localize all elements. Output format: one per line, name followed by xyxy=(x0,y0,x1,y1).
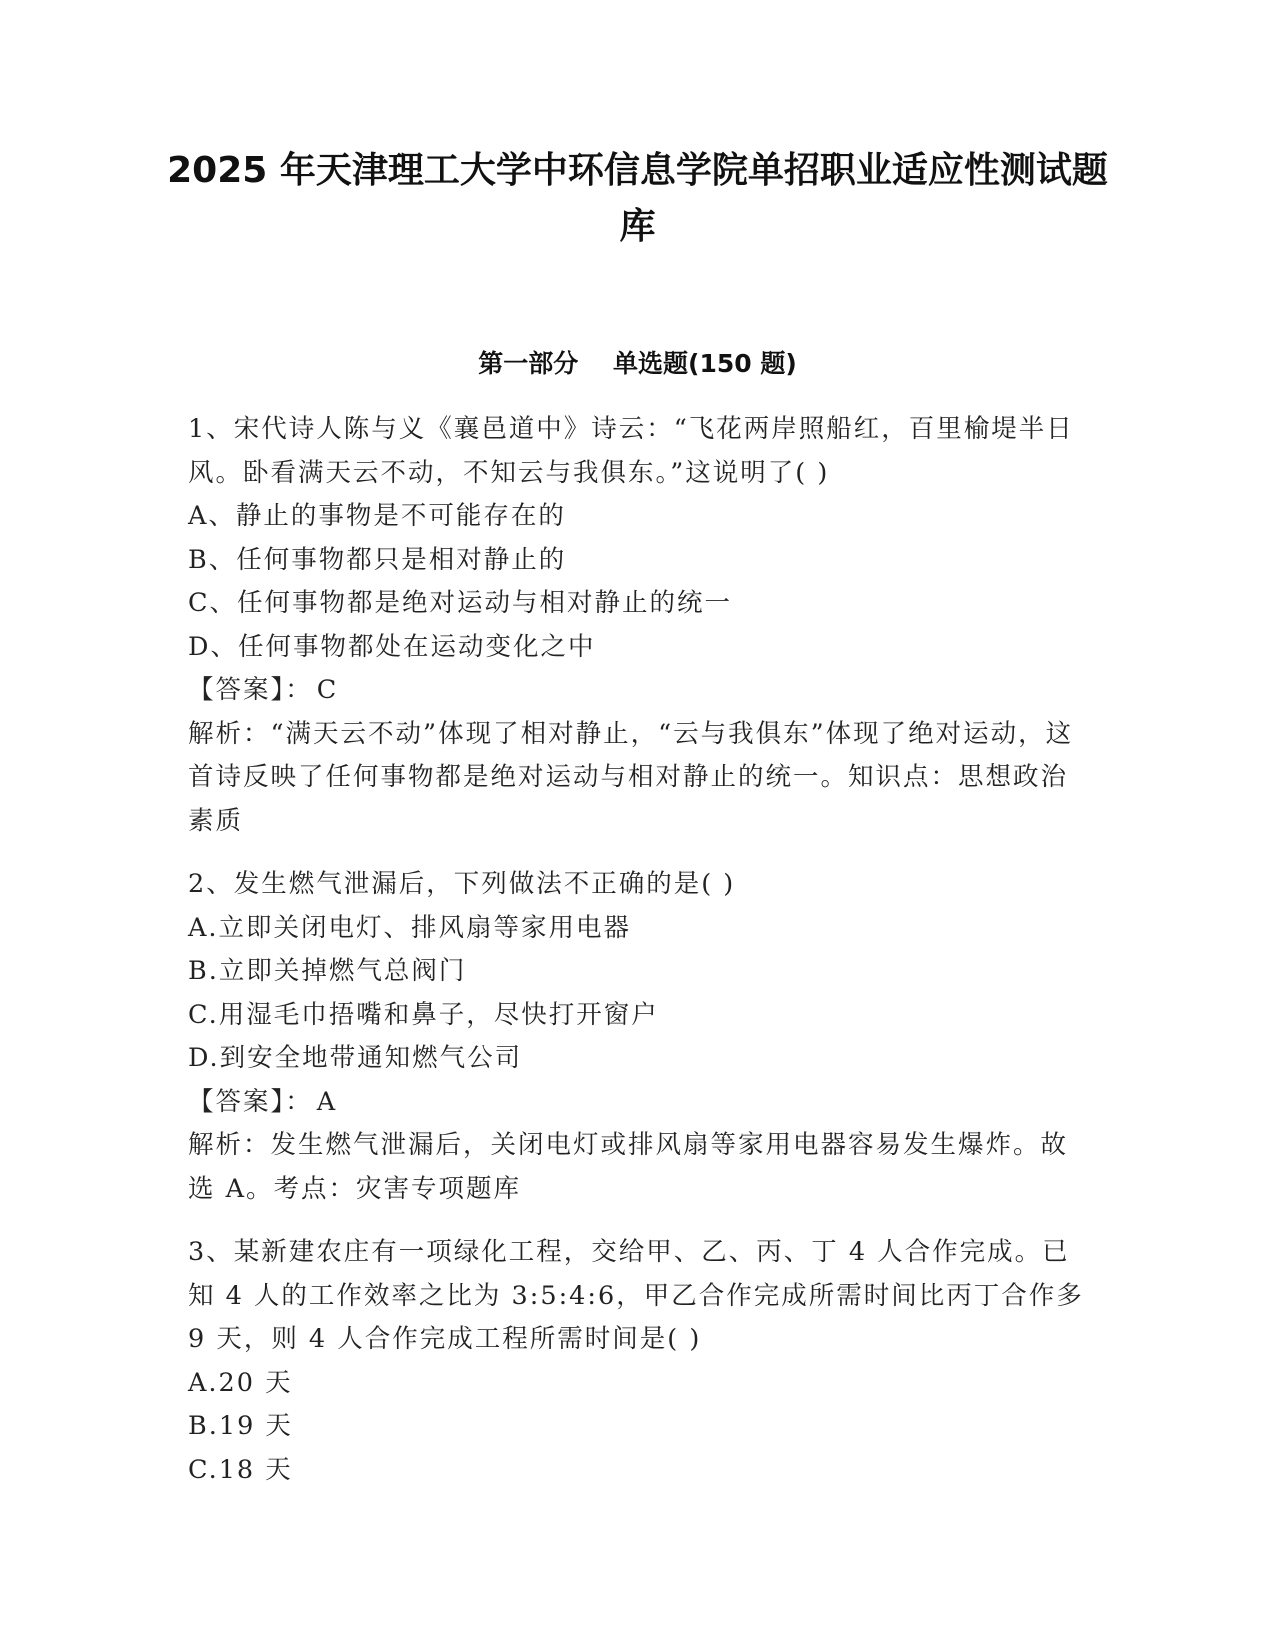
question-1 xyxy=(188,408,1088,843)
option-a: A.立即关闭电灯、排风扇等家用电器 xyxy=(188,912,632,943)
option-d: D.到安全地带通知燃气公司 xyxy=(188,1043,523,1073)
answer-value: C xyxy=(316,675,339,705)
question-list xyxy=(188,408,1088,1512)
option-c: C.18 天 xyxy=(188,1454,293,1485)
option-b: B.19 天 xyxy=(188,1411,293,1441)
answer-label: 【答案】： xyxy=(188,1086,313,1117)
question-3 xyxy=(188,1231,1088,1492)
explanation: 解析：发生燃气泄漏后，关闭电灯或排风扇等家用电器容易发生爆炸。故选 A。考点：灾害专项题库 xyxy=(188,1130,1069,1204)
question-stem: 2、发生燃气泄漏后，下列做法不正确的是( ) xyxy=(188,869,736,899)
answer-label: 【答案】： xyxy=(188,675,313,705)
option-c: C、任何事物都是绝对运动与相对静止的统一 xyxy=(188,588,733,618)
explanation: 解析：“满天云不动”体现了相对静止，“云与我俱东”体现了绝对运动，这首诗反映了任何事物都是绝对运动与相对静止的统一。知识点：思想政治素质 xyxy=(188,718,1074,836)
answer-line xyxy=(188,669,1088,713)
option-a: A.20 天 xyxy=(188,1367,293,1398)
section-heading: 第一部分 单选题(150 题) xyxy=(478,349,797,378)
answer-line xyxy=(188,1081,1088,1125)
option-c: C.用湿毛巾捂嘴和鼻子，尽快打开窗户 xyxy=(188,999,659,1030)
option-d: D、任何事物都处在运动变化之中 xyxy=(188,631,596,662)
document-title: 2025 年天津理工大学中环信息学院单招职业适应性测试题库 xyxy=(167,150,1108,247)
question-stem: 1、宋代诗人陈与义《襄邑道中》诗云：“飞花两岸照船红，百里榆堤半日风。卧看满天云不动，不知云与我俱东。”这说明了( ) xyxy=(188,414,1074,488)
option-a: A、静止的事物是不可能存在的 xyxy=(188,501,566,531)
answer-value: A xyxy=(316,1086,338,1117)
option-b: B、任何事物都只是相对静止的 xyxy=(188,544,567,575)
option-b: B.立即关掉燃气总阀门 xyxy=(188,956,467,986)
question-2 xyxy=(188,863,1088,1211)
question-stem: 3、某新建农庄有一项绿化工程，交给甲、乙、丙、丁 4 人合作完成。已知 4 人的工作效率之比为 3:5:4:6，甲乙合作完成所需时间比丙丁合作多 9 天，则 4 人合作完成工程所需时间是( ) xyxy=(188,1237,1084,1354)
